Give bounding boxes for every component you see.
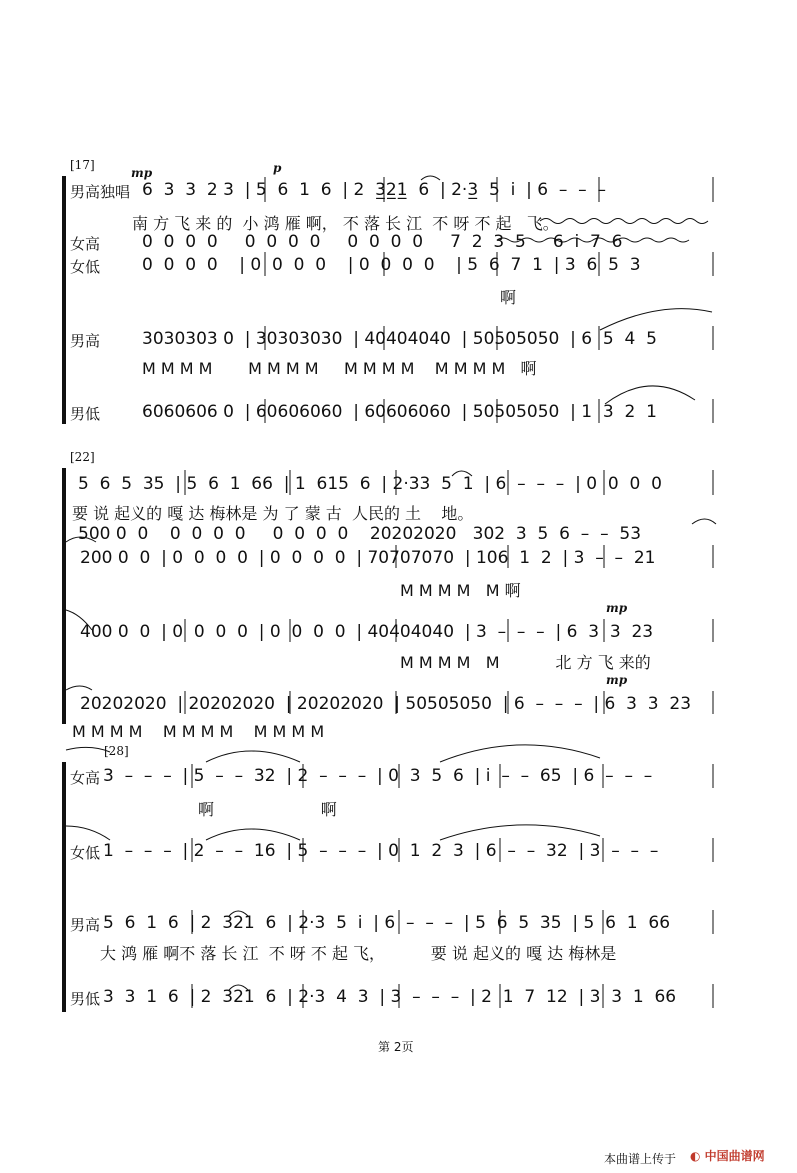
lyrics-line: 南 方 飞 来 的 小 鸿 雁 啊， 不 落 长 江 不 呀 不 起 飞。 — [132, 214, 559, 233]
notation-line: 20202020 | 20202020 | 20202020 | 50505050 | 6 – – – | 6 3 3 23 — [80, 694, 692, 714]
voice-label: 女高 — [70, 235, 101, 253]
notation-line: 6060606 0 | 60606060 | 60606060 | 50505050 | 1 3 2 1 — [142, 402, 657, 422]
dynamic-marking: mp — [606, 673, 628, 687]
brand-name: 中国曲谱网 — [704, 1149, 765, 1163]
notation-line: 200 0 0 | 0 0 0 0 | 0 0 0 0 | 70707070 | 106 1 2 | 3 – – 21 — [80, 548, 656, 568]
voice-label: 男低 — [70, 990, 101, 1008]
measure-number: [28] — [104, 744, 129, 758]
lyrics-line: M M M M M 北 方 飞 来的 — [400, 653, 651, 672]
notation-line: 0 0 0 0 | 0 0 0 0 | 0 0 0 0 | 5 6 7 1 | 3 6 5 3 — [142, 255, 641, 275]
lyrics-line: M M M M M M M M M M M M — [72, 722, 325, 741]
voice-label: 男高独唱 — [70, 183, 131, 201]
lyrics-line: 大 鸿 雁 啊不 落 长 江 不 呀 不 起 飞， 要 说 起义的 嘎 达 梅林是 — [100, 944, 617, 963]
logo-icon: ◐ — [690, 1149, 701, 1163]
lyrics-line: M M M M M 啊 — [400, 581, 521, 600]
voice-label: 男低 — [70, 405, 101, 423]
lyrics-line: 要 说 起义的 嘎 达 梅林是 为 了 蒙 古 人民的 土 地。 — [72, 504, 474, 523]
voice-label: 女高 — [70, 769, 101, 787]
measure-number: [17] — [70, 158, 95, 172]
page-number: 第 2页 — [378, 1040, 414, 1054]
voice-label: 男高 — [70, 916, 101, 934]
notation-line: 0 0 0 0 0 0 0 0 0 0 0 0 7 2 3 5 6 i 7 6 — [142, 232, 623, 252]
lyrics-line: 啊 — [500, 288, 517, 307]
lyrics-line: M M M M M M M M M M M M M M M M 啊 — [142, 359, 537, 378]
dynamic-marking: mp — [131, 166, 153, 180]
upload-note: 本曲谱上传于 — [604, 1152, 677, 1166]
notation-line: 1 – – – | 2 – – 16 | 5 – – – | 0 1 2 3 | 6 – – 32 | 3 – – – — [103, 841, 659, 861]
voice-label: 女低 — [70, 258, 101, 276]
notation-line: 3030303 0 | 30303030 | 40404040 | 50505050 | 6 5 4 5 — [142, 329, 657, 349]
dynamic-marking: p — [273, 161, 282, 175]
notation-line: 5 6 1 6 | 2 321 6 | 2·3 5 i | 6 – – – | 5 6 5 35 | 5 6 1 66 — [103, 913, 671, 933]
dynamic-marking: mp — [606, 601, 628, 615]
notation-line: 6 3 3 2 3 | 5 6 1 6 | 2 3̲2̲1̲ 6 | 2·3̲ 5 i | 6 – – – — [142, 180, 606, 200]
notation-line: 400 0 0 | 0 0 0 0 | 0 0 0 0 | 40404040 | 3 – – – | 6 3 3 23 — [80, 622, 654, 642]
notation-line: 3 3 1 6 | 2 321 6 | 2·3 4 3 | 3 – – – | 2 1 7 12 | 3 3 1 66 — [103, 987, 677, 1007]
site-logo — [690, 1147, 765, 1164]
notation-line: 3 – – – | 5 – – 32 | 2 – – – | 0 3 5 6 | i – – 65 | 6 – – – — [103, 766, 653, 786]
notation-line: 500 0 0 0 0 0 0 0 0 0 0 20202020 302 3 5 6 – – 53 — [78, 524, 642, 544]
lyrics-line: 啊 啊 — [198, 800, 337, 819]
voice-label: 男高 — [70, 332, 101, 350]
notation-line: 5 6 5 35 | 5 6 1 66 | 1 615 6 | 2·33 5 1 | 6 – – – | 0 0 0 0 — [78, 474, 662, 494]
measure-number: [22] — [70, 450, 95, 464]
voice-label: 女低 — [70, 844, 101, 862]
